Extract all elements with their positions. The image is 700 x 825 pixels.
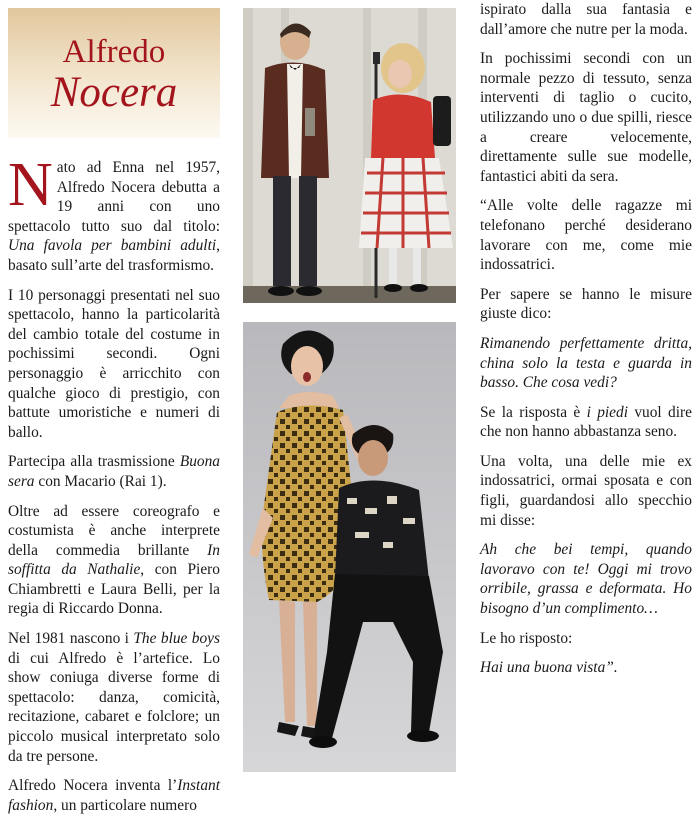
text-span: Alfredo Nocera inventa l’ [8,777,178,795]
show-title: Una favola per bambini adulti [8,237,217,255]
show-title: Buona sera [8,453,220,490]
show-title: Instant fashion [8,777,220,814]
text-span: , con Piero Chiambretti e Laura Belli, per la regia di Riccardo Donna. [8,561,220,618]
text-span: vuol dire che non hanno abbastanza seno. [480,403,692,441]
text-span: Nel 1981 nascono i [8,630,134,648]
paragraph: I 10 personaggi presentati nel suo spettacolo, hanno la particolarità del cambio totale del costume in pochissimi secondi. Ogni personaggio è arricchito con qualche gioco di prestigio, con battute umoristiche e numeri di ballo. [8,286,220,441]
paragraph: “Alle volte delle ragazze mi telefonano perché desiderano lavorare con me, come mie indossatrici. [480,197,692,274]
title-banner [8,8,220,138]
paragraph: In pochissimi secondi con un normale pezzo di tessuto, senza interventi di taglio o cucito, utilizzando uno o due spilli, riesce a creare velocemente, direttamente sulle sue modelle, fantastici abiti da sera. [480,50,692,185]
paragraph [8,776,220,815]
paragraph [480,403,692,442]
left-column [8,0,220,825]
stage-performers-illustration [243,8,456,303]
paragraph: Una volta, una delle mie ex indossatrici, ormai sposata e con figli, guardandosi allo specchio mi disse: [480,452,692,529]
text-span: con Macario (Rai 1). [34,472,167,490]
text-span: , un particolare numero [53,796,197,814]
title-last-name: Nocera [50,69,178,116]
quote-paragraph: Rimanendo perfettamente dritta, china solo la testa e guarda in basso. Che cosa vedi? [480,334,692,392]
fashion-model-illustration [243,322,456,772]
quote-paragraph: Ah che bei tempi, quando lavoravo con te! Oggi mi trovo orribile, grassa e deformata. Ho bisogno d’un complimento… [480,541,692,618]
paragraph [8,452,220,491]
fashion-model-photo [243,322,456,772]
paragraph [8,151,220,276]
text-span: di cui Alfredo è l’artefice. Lo show coniuga diverse forme di spettacolo: danza, comicità, recitazione, cabaret e folclore; un piccolo musical interpretato solo da tre persone. [8,649,220,765]
text-span: ato ad Enna nel 1957, Alfredo Nocera debutta a 19 anni con uno spettacolo tutto suo dal titolo: [8,159,220,235]
show-title: In soffitta da Nathalie [8,541,220,579]
title-first-name: Alfredo [62,34,166,70]
text-span: Partecipa alla trasmissione [8,453,180,471]
text-span: , basato sull’arte del trasformismo. [8,237,220,274]
paragraph: Per sapere se hanno le misure giuste dico: [480,285,692,323]
quote-paragraph: Hai una buona vista”. [480,659,618,677]
text-span: Oltre ad essere coreografo e costumista è anche interprete della commedia brillante [8,502,220,559]
text-span: Se la risposta è [480,403,587,421]
left-column-text [8,151,220,815]
stage-performers-photo [243,8,456,303]
paragraph [8,502,220,620]
paragraph [8,629,220,766]
paragraph: Le ho risposto: [480,629,573,647]
drop-cap: N [8,151,53,219]
right-column-text [480,0,692,678]
paragraph: ispirato dalla sua fantasia e dall’amore che nutre per la moda. [480,1,692,38]
emphasis: i piedi [586,403,628,421]
show-title: The blue boys [133,630,220,648]
right-column [480,0,692,688]
